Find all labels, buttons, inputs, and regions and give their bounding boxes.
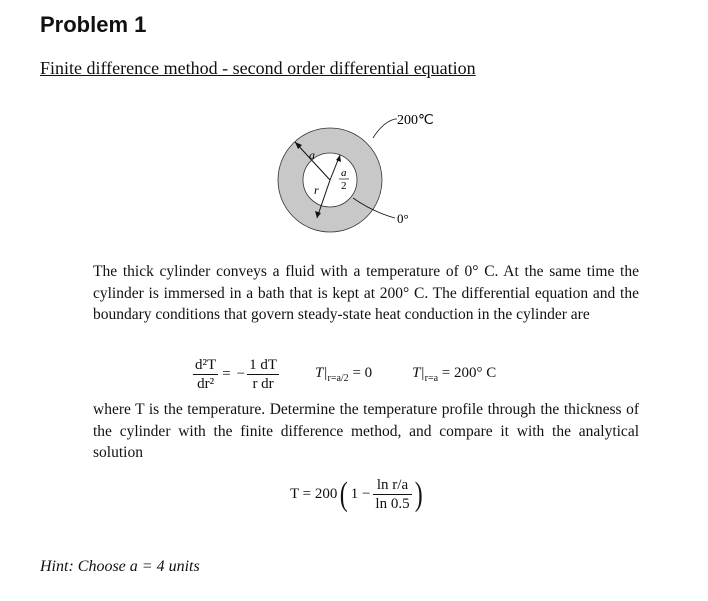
cylinder-figure bbox=[255, 100, 455, 240]
rhs-denominator: r dr bbox=[252, 376, 274, 392]
hint-text: Hint: Choose a = 4 units bbox=[40, 558, 200, 575]
label-a-half-num: a bbox=[341, 167, 347, 179]
task-description: where T is the temperature. Determine the temperature profile through the thickness of the cylinder with the finite difference method, and compare it with the analytical solution bbox=[93, 401, 639, 461]
inner-temp-label: 0° bbox=[397, 211, 409, 226]
label-r: r bbox=[314, 183, 319, 197]
solution-numerator: ln r/a bbox=[373, 476, 411, 495]
left-paren: ( bbox=[340, 475, 348, 513]
problem-title: Problem 1 bbox=[40, 12, 147, 37]
problem-subtitle: Finite difference method - second order differential equation bbox=[40, 58, 476, 78]
equals-sign: = bbox=[222, 366, 231, 382]
leader-200 bbox=[373, 119, 395, 138]
rhs-numerator: 1 dT bbox=[249, 357, 278, 373]
boundary-condition-1: $T|_{r=a/2} = 0$ bbox=[315, 365, 373, 384]
solution-fraction bbox=[373, 476, 411, 513]
right-paren: ) bbox=[414, 475, 423, 513]
lhs-fraction bbox=[193, 356, 218, 393]
lhs-denominator: dr² bbox=[197, 376, 215, 392]
solution-denominator: ln 0.5 bbox=[375, 496, 410, 512]
differential-equation bbox=[193, 356, 496, 393]
outer-temp-label: 200℃ bbox=[397, 113, 434, 128]
solution-one-minus: 1 − bbox=[350, 486, 371, 502]
solution-lhs: T = 200 bbox=[290, 486, 338, 502]
label-a-half-den: 2 bbox=[341, 180, 347, 192]
label-a: a bbox=[309, 148, 315, 162]
analytical-solution bbox=[290, 476, 425, 513]
problem-description: The thick cylinder conveys a fluid with a temperature of 0° C. At the same time the cylinder is immersed in a bath that is kept at 200° C. The differential equation and the boundary conditions that govern steady-state heat conduction in the cylinder are bbox=[93, 263, 639, 323]
rhs-fraction bbox=[247, 356, 279, 393]
minus-sign: − bbox=[236, 366, 246, 382]
lhs-numerator: d²T bbox=[195, 357, 217, 373]
boundary-condition-2: $T|_{r=a} = 200^\circ$ C bbox=[412, 365, 497, 384]
